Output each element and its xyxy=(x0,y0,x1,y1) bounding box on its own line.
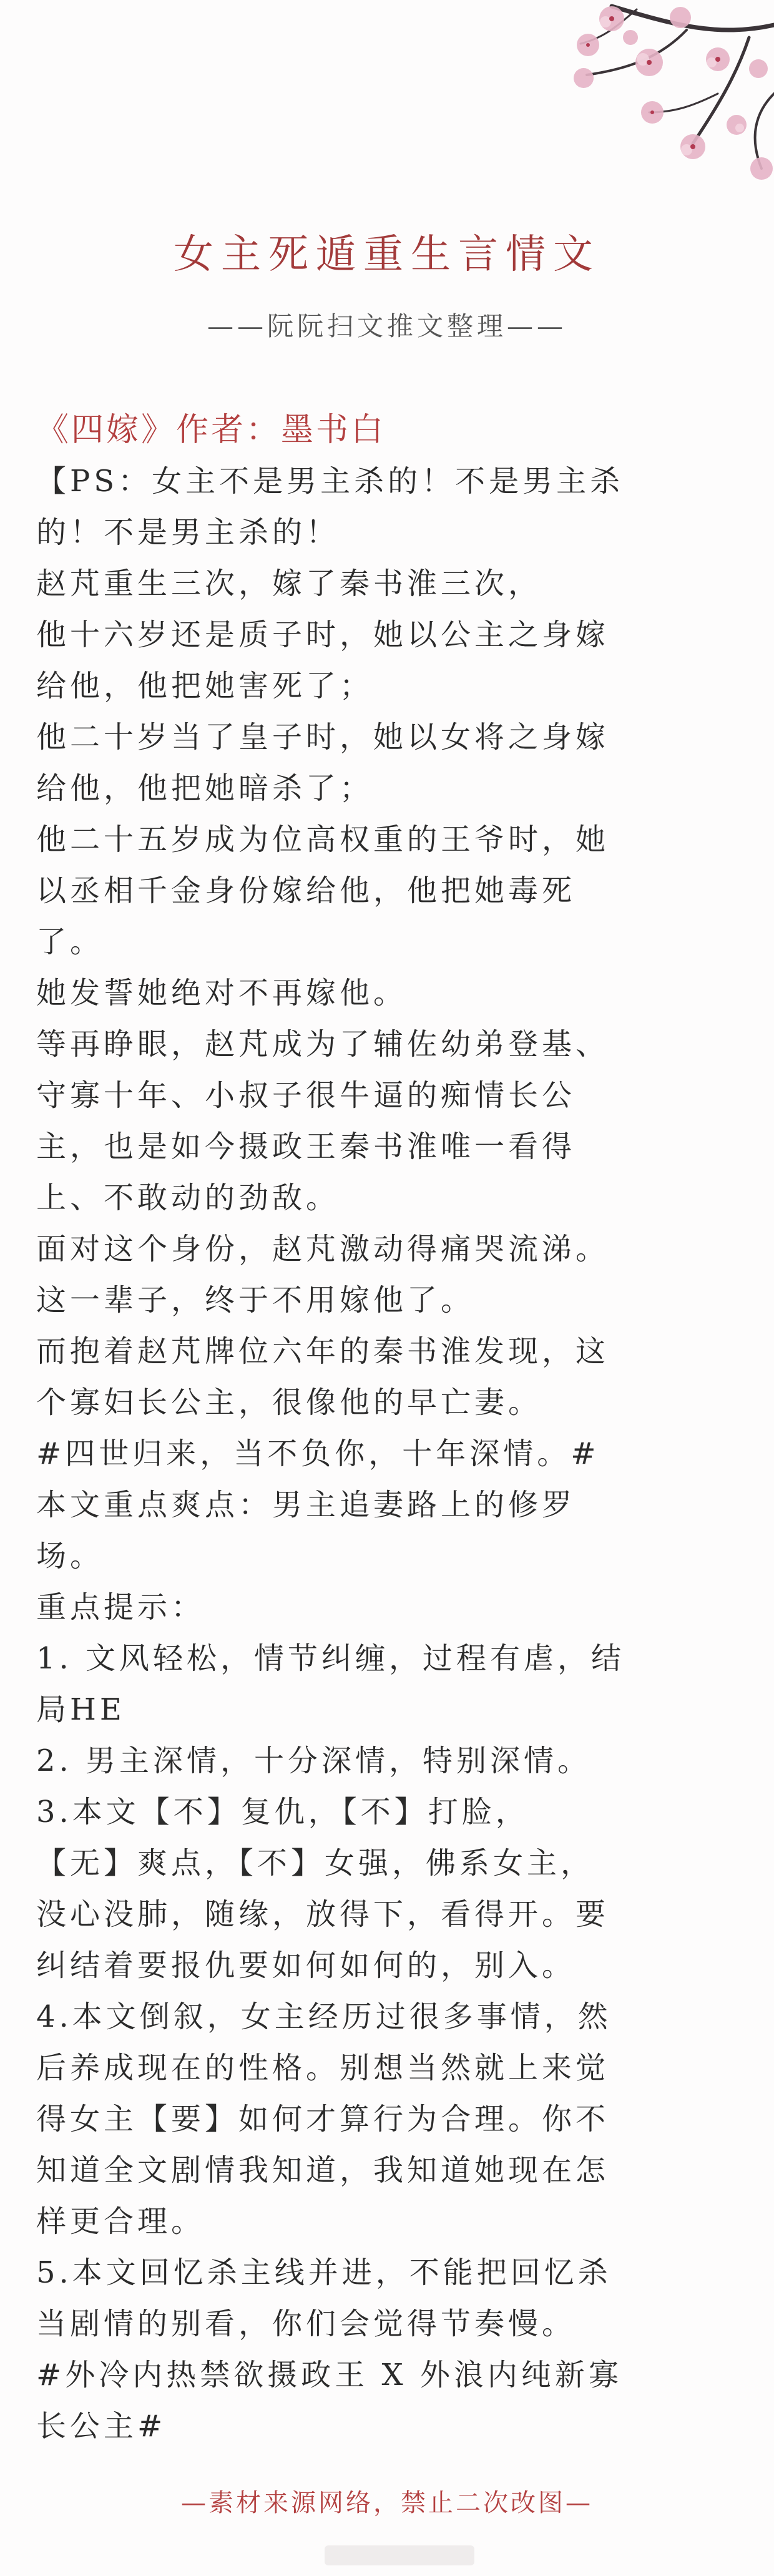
text-line: 而抱着赵芃牌位六年的秦书淮发现，这 xyxy=(36,1334,610,1369)
text-line: 主，也是如今摄政王秦书淮唯一看得 xyxy=(36,1129,576,1164)
text-line: 他二十五岁成为位高权重的王爷时，她 xyxy=(36,822,610,857)
text-line: 守寡十年、小叔子很牛逼的痴情长公 xyxy=(36,1078,576,1113)
text-line: 她发誓她绝对不再嫁他。 xyxy=(36,976,408,1011)
text-line: 本文重点爽点：男主追妻路上的修罗 xyxy=(36,1487,576,1522)
text-line: 3.本文【不】复仇，【不】打脸， xyxy=(36,1795,529,1829)
text-line: 1. 文风轻松，情节纠缠，过程有虐，结 xyxy=(36,1641,625,1676)
text-line: 5.本文回忆杀主线并进，不能把回忆杀 xyxy=(36,2255,612,2290)
text-line: 长公主# xyxy=(36,2409,167,2444)
article-body xyxy=(36,404,735,2452)
text-line: 给他，他把她暗杀了； xyxy=(36,771,374,806)
text-line: 上、不敢动的劲敌。 xyxy=(36,1180,340,1215)
text-line: 了。 xyxy=(36,924,104,959)
text-line: 给他，他把她害死了； xyxy=(36,668,374,703)
text-line: 得女主【要】如何才算行为合理。你不 xyxy=(36,2102,610,2137)
text-line: 4.本文倒叙，女主经历过很多事情，然 xyxy=(36,1999,612,2034)
text-line: 知道全文剧情我知道，我知道她现在怎 xyxy=(36,2153,610,2188)
text-line: #外冷内热禁欲摄政王 X 外浪内纯新寡 xyxy=(36,2358,622,2392)
text-line: 的！不是男主杀的！ xyxy=(36,515,340,550)
cherry-blossom-decoration xyxy=(424,0,774,187)
text-line: 后养成现在的性格。别想当然就上来觉 xyxy=(36,2050,610,2085)
text-line: 当剧情的别看，你们会觉得节奏慢。 xyxy=(36,2306,576,2341)
text-line: 这一辈子，终于不用嫁他了。 xyxy=(36,1283,475,1318)
text-line: 【PS：女主不是男主杀的！不是男主杀 xyxy=(36,464,624,499)
text-line: 场。 xyxy=(36,1539,104,1574)
text-line: 重点提示： xyxy=(36,1590,205,1625)
text-line: 他二十岁当了皇子时，她以女将之身嫁 xyxy=(36,720,610,755)
text-line: 面对这个身份，赵芃激动得痛哭流涕。 xyxy=(36,1232,610,1266)
text-line: 没心没肺，随缘，放得下，看得开。要 xyxy=(36,1897,610,1932)
text-line: 个寡妇长公主，很像他的早亡妻。 xyxy=(36,1385,542,1420)
book-title-author: 《四嫁》作者：墨书白 xyxy=(36,411,386,449)
text-line: 赵芃重生三次，嫁了秦书淮三次， xyxy=(36,566,542,601)
text-line: 纠结着要报仇要如何如何的，别入。 xyxy=(36,1948,576,1983)
page-title: 女主死遁重生言情文 xyxy=(174,232,600,278)
watermark-blur xyxy=(325,2545,474,2565)
text-line: #四世归来，当不负你，十年深情。# xyxy=(36,1436,600,1471)
text-line: 他十六岁还是质子时，她以公主之身嫁 xyxy=(36,617,610,652)
page-subtitle: ——阮阮扫文推文整理—— xyxy=(207,311,567,341)
text-line: 局HE xyxy=(36,1692,125,1727)
text-line: 等再睁眼，赵芃成为了辅佐幼弟登基、 xyxy=(36,1027,610,1062)
footer-note: —素材来源网络，禁止二次改图— xyxy=(181,2489,593,2517)
text-line: 2. 男主深情，十分深情，特别深情。 xyxy=(36,1743,592,1778)
text-line: 样更合理。 xyxy=(36,2204,205,2239)
text-line: 以丞相千金身份嫁给他，他把她毒死 xyxy=(36,873,576,908)
text-line: 【无】爽点，【不】女强，佛系女主， xyxy=(36,1846,595,1881)
